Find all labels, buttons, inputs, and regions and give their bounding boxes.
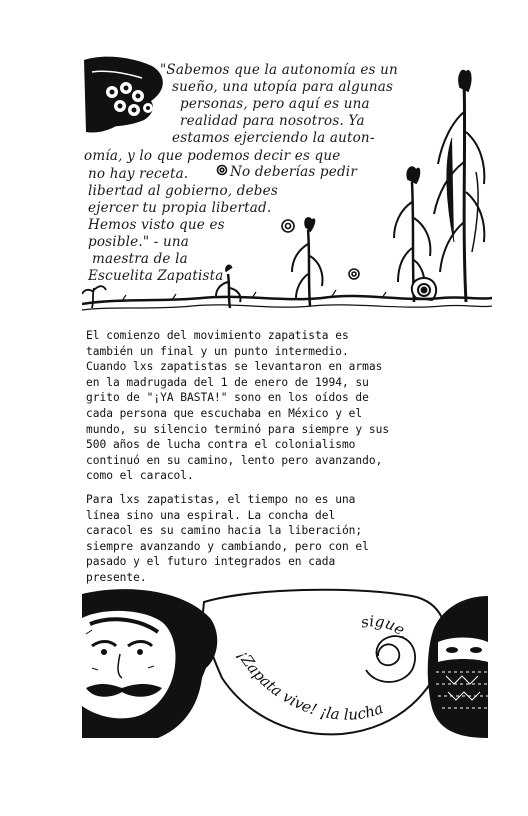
paragraph-line: presente.: [86, 570, 147, 584]
bottom-illustration: [82, 588, 488, 740]
quote-line: No deberías pedir: [230, 164, 357, 180]
quote-line: omía, y lo que podemos decir es que: [84, 148, 341, 164]
quote-line: no hay receta.: [88, 166, 189, 182]
paragraph-line: siempre avanzando y cambiando, pero con el: [86, 539, 369, 553]
quote-line: "Sabemos que la autonomía es un: [160, 62, 398, 78]
paragraph-line: Para lxs zapatistas, el tiempo no es una: [86, 493, 356, 506]
quote-line: Escuelita Zapatista: [88, 268, 224, 284]
zapata-spiral-drawing: [82, 588, 488, 740]
paragraph-line: cada persona que escuchaba en México y el: [86, 406, 363, 420]
quote-block: [82, 52, 492, 314]
quote-line: libertad al gobierno, debes: [88, 183, 278, 199]
paragraph-line: también un final y un punto intermedio.: [86, 344, 349, 358]
spiral-inner-textpath: sigue.: [359, 612, 414, 643]
quote-line: ejercer tu propia libertad.: [88, 200, 272, 216]
spiral-outer-textpath: ¡Zapata vive! ¡la lucha: [234, 647, 386, 724]
paragraph-line: pasado y el futuro integrados en cada: [86, 555, 336, 569]
quote-line: sueño, una utopía para algunas: [172, 79, 394, 95]
quote-line: realidad para nosotros. Ya: [180, 113, 365, 129]
paragraph-spiral: [86, 492, 466, 586]
paragraph-line: caracol es su camino hacia la liberación;: [86, 524, 363, 538]
paragraph-line: grito de "¡YA BASTA!" sono en los oídos de: [86, 391, 369, 405]
paragraph-line: mundo, su silencio terminó para siempre y sus: [86, 422, 390, 436]
top-illustration: [82, 52, 492, 314]
paragraph-origin: [86, 328, 466, 484]
quote-line: maestra de la: [92, 251, 188, 267]
paragraph-line: línea sino una espiral. La concha del: [86, 508, 336, 522]
quote-line: posible." - una: [88, 234, 190, 250]
paragraph-line: en la madrugada del 1 de enero de 1994, su: [86, 375, 369, 389]
quote-line: estamos ejerciendo la auton-: [172, 130, 375, 146]
paragraph-line: Cuando lxs zapatistas se levantaron en armas: [86, 360, 383, 374]
quote-line: Hemos visto que es: [88, 217, 225, 233]
masked-zapatista-icon: [428, 596, 488, 738]
quote-line: personas, pero aquí es una: [180, 96, 370, 112]
zapata-portrait-icon: [82, 589, 217, 738]
paragraph-line: como el caracol.: [86, 469, 194, 483]
paragraph-line: El comienzo del movimiento zapatista es: [86, 329, 349, 342]
paragraph-line: 500 años de lucha contra el colonialismo: [86, 438, 356, 452]
paragraph-line: continuó en su camino, lento pero avanzando,: [86, 453, 383, 467]
